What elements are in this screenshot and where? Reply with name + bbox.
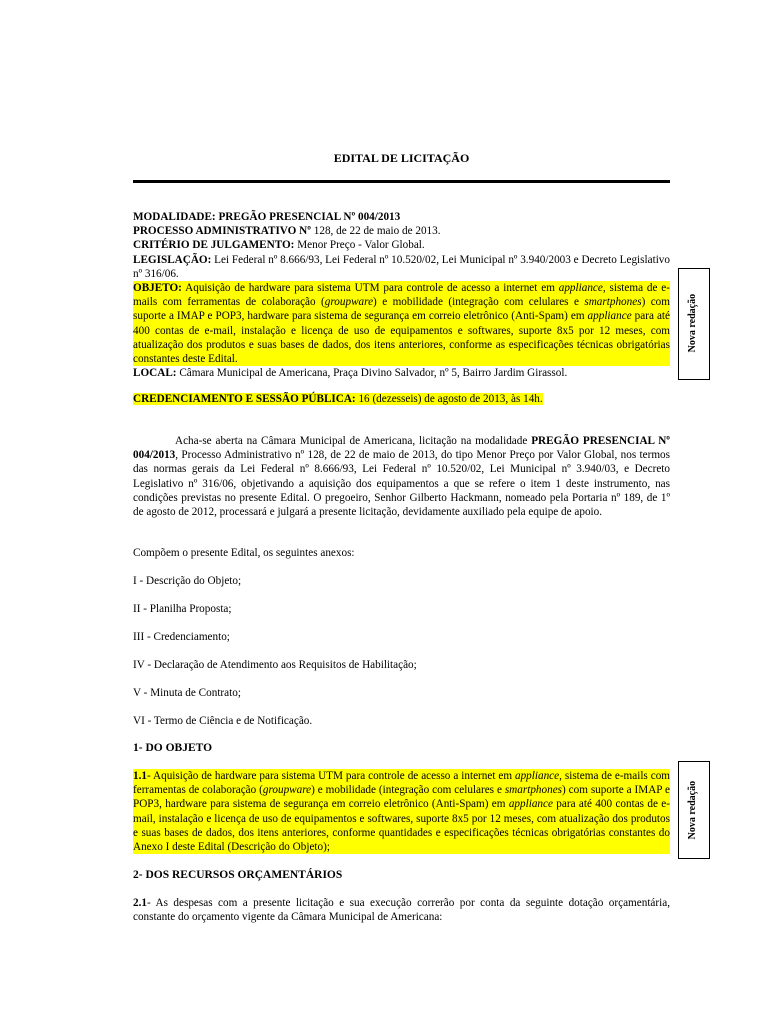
- processo-line: PROCESSO ADMINISTRATIVO Nº 128, de 22 de maio de 2013.: [133, 225, 441, 238]
- credenciamento-line: CREDENCIAMENTO E SESSÃO PÚBLICA: 16 (dezesseis) de agosto de 2013, às 14h.: [133, 393, 543, 405]
- side-note-1: Nova redação: [686, 293, 698, 353]
- intro-paragraph: Acha-se aberta na Câmara Municipal de Americana, licitação na modalidade PREGÃO PRESENCIAL Nº 004/2013, Processo Administrativo nº 128, de 22 de maio de 2013, do tipo Menor Preço por Valor Global, nos termos das normas gerais da Lei Federal nº 8.666/93, Lei Federal nº 10.520/02, Lei Municipal nº 3.940/03, e Decreto Legislativo nº 316/06, objetivando a aquisição dos equipamentos a que se refere o item 1 deste instrumento, nas condições previstas no presente Edital. O pregoeiro, Senhor Gilberto Hackmann, nomeado pela Portaria nº 189, de 1º de agosto de 2012, processará e julgará a presente licitação, devidamente auxiliado pela equipe de apoio.: [133, 435, 670, 519]
- criterio-line: CRITÉRIO DE JULGAMENTO: Menor Preço - Valor Global.: [133, 239, 425, 252]
- header-block: [133, 210, 670, 380]
- section-2-1-paragraph: 2.1- As despesas com a presente licitação e sua execução correrão por conta da seguinte dotação orçamentária, constante do orçamento vigente da Câmara Municipal de Americana:: [133, 897, 670, 924]
- section-2-heading: 2- DOS RECURSOS ORÇAMENTÁRIOS: [133, 869, 343, 881]
- annex-item: III - Credenciamento;: [133, 631, 230, 643]
- section-1-heading: 1- DO OBJETO: [133, 742, 213, 754]
- annex-intro: Compõem o presente Edital, os seguintes anexos:: [133, 547, 355, 559]
- annex-item: V - Minuta de Contrato;: [133, 687, 241, 699]
- side-note-2: Nova redação: [686, 780, 698, 840]
- annex-item: VI - Termo de Ciência e de Notificação.: [133, 715, 313, 727]
- title-rule: [133, 180, 670, 183]
- section-1-1-paragraph: 1.1- Aquisição de hardware para sistema UTM para controle de acesso a internet em appliance, sistema de e-mails com ferramentas de colaboração (groupware) e mobilidade (integração com celulares e smartphones) com suporte a IMAP e POP3, hardware para sistema de segurança em correio eletrônico (Anti-Spam) em appliance para até 400 contas de e-mail, instalação e licença de uso de equipamentos e softwares, suporte 8x5 por 12 meses, com atualização dos produtos e suas bases de dados, dos itens anteriores, conforme quantidades e especificações técnicas obrigatórias constantes do Anexo I deste Edital (Descrição do Objeto);: [133, 770, 670, 854]
- annex-item: I - Descrição do Objeto;: [133, 575, 242, 587]
- document-title: EDITAL DE LICITAÇÃO: [333, 151, 470, 165]
- legislacao-line: LEGISLAÇÃO: Lei Federal nº 8.666/93, Lei Federal nº 10.520/02, Lei Municipal nº 3.940/2003 e Decreto Legislativo nº 316/06.: [133, 253, 670, 280]
- annex-item: IV - Declaração de Atendimento aos Requisitos de Habilitação;: [133, 659, 417, 671]
- annex-item: II - Planilha Proposta;: [133, 603, 232, 615]
- objeto-paragraph: OBJETO: Aquisição de hardware para sistema UTM para controle de acesso a internet em appliance, sistema de e-mails com ferramentas de colaboração (groupware) e mobilidade (integração com celulares e smartphones) com suporte a IMAP e POP3, hardware para sistema de segurança em correio eletrônico (Anti-Spam) em appliance para até 400 contas de e-mail, instalação e licença de uso de equipamentos e softwares, suporte 8x5 por 12 meses, com atualização dos produtos e suas bases de dados, dos itens anteriores, conforme as especificações técnicas obrigatórias constantes deste Edital.: [133, 282, 670, 366]
- modalidade-line: MODALIDADE: PREGÃO PRESENCIAL Nº 004/2013: [133, 211, 401, 223]
- local-line: LOCAL: Câmara Municipal de Americana, Praça Divino Salvador, nº 5, Bairro Jardim Girassol.: [133, 367, 568, 380]
